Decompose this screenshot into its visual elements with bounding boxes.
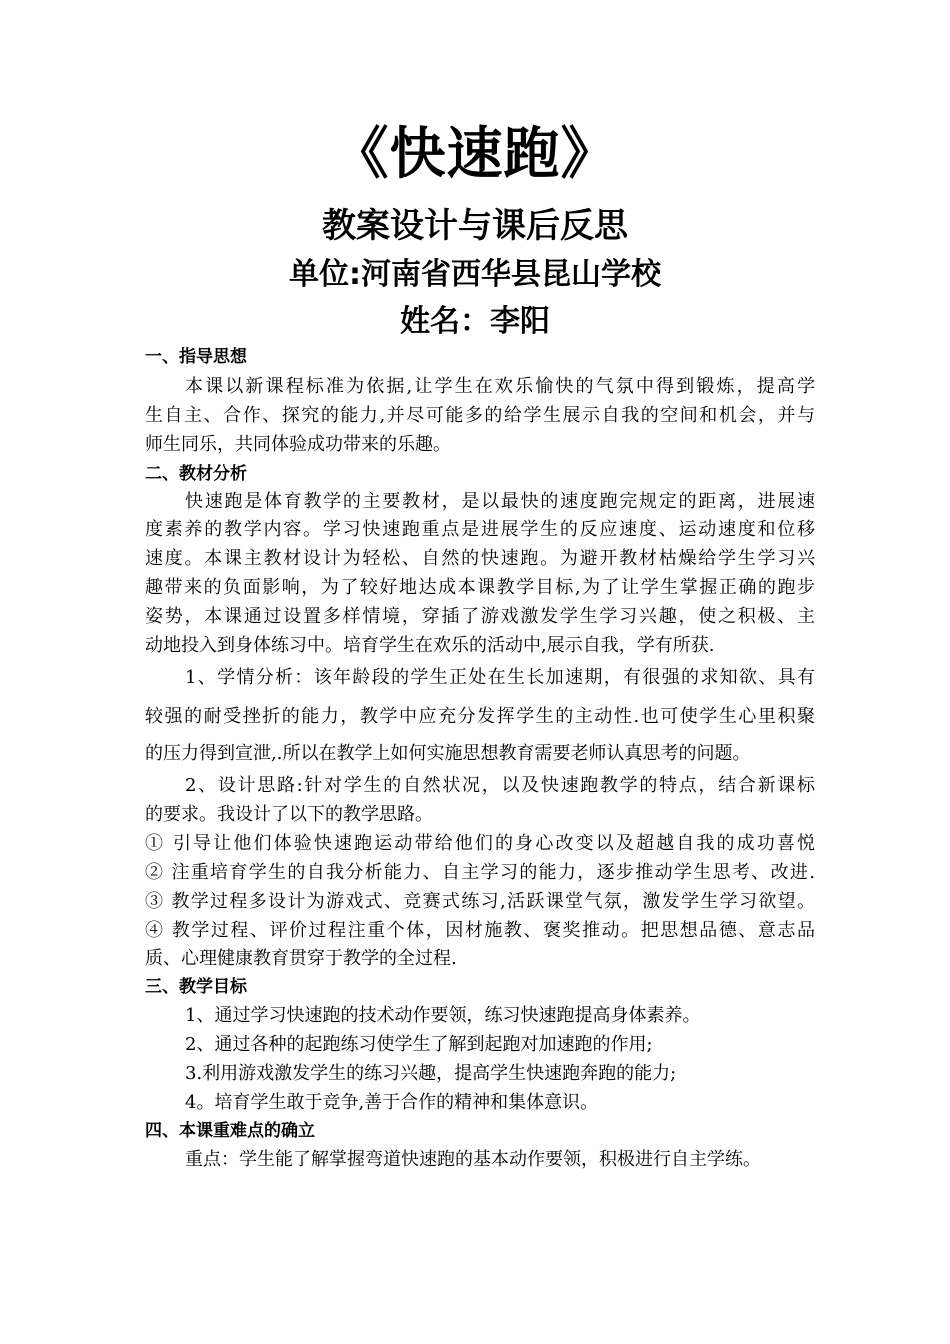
author-unit: 单位:河南省西华县昆山学校 [289, 257, 661, 292]
paragraph-line: 速度。本课主教材设计为轻松、自然的快速跑。为避开教材枯燥给学生学习兴 [145, 548, 815, 569]
list-item: 2、通过各种的起跑练习使学生了解到起跑对加速跑的作用; [185, 1034, 653, 1055]
list-item: ② 注重培育学生的自我分析能力、自主学习的能力，逐步推动学生思考、改进. [145, 862, 815, 883]
document-subtitle: 教案设计与课后反思 [322, 206, 628, 246]
paragraph-line: 重点：学生能了解掌握弯道快速跑的基本动作要领，积极进行自主学练。 [185, 1149, 761, 1170]
paragraph-line: 动地投入到身体练习中。培育学生在欢乐的活动中,展示自我，学有所获. [145, 635, 715, 656]
paragraph-line: 姿势，本课通过设置多样情境，穿插了游戏激发学生学习兴趣，使之积极、主 [145, 606, 815, 627]
list-item: 质、心理健康教育贯穿于教学的全过程. [145, 948, 457, 969]
document-title: 《快速跑》 [332, 122, 618, 187]
section-heading: 四、本课重难点的确立 [145, 1121, 315, 1141]
paragraph-line: 2、设计思路:针对学生的自然状况，以及快速跑教学的特点，结合新课标 [185, 775, 815, 796]
paragraph-line: 快速跑是体育教学的主要教材，是以最快的速度跑完规定的距离，进展速 [185, 491, 815, 512]
section-heading: 二、教材分析 [145, 464, 247, 484]
paragraph-line: 的压力得到宣泄,.所以在教学上如何实施思想教育需要老师认真思考的问题。 [145, 743, 751, 764]
paragraph-line: 生自主、合作、探究的能力,并尽可能多的给学生展示自我的空间和机会，并与 [145, 405, 815, 426]
list-item: 4。培育学生敢于竞争,善于合作的精神和集体意识。 [185, 1092, 599, 1113]
list-item: 1、通过学习快速跑的技术动作要领，练习快速跑提高身体素养。 [185, 1005, 701, 1026]
section-heading: 三、教学目标 [145, 977, 247, 997]
paragraph-line: 师生同乐，共同体验成功带来的乐趣。 [145, 434, 451, 455]
paragraph-line: 度素养的教学内容。学习快速跑重点是进展学生的反应速度、运动速度和位移 [145, 519, 815, 540]
list-item: ① 引导让他们体验快速跑运动带给他们的身心改变以及超越自我的成功喜悦 [145, 833, 815, 854]
paragraph-line: 趣带来的负面影响，为了较好地达成本课教学目标,为了让学生掌握正确的跑步 [145, 577, 815, 598]
list-item: ③ 教学过程多设计为游戏式、竞赛式练习,活跃课堂气氛，激发学生学习欲望。 [145, 891, 815, 912]
paragraph-line: 本课以新课程标准为依据,让学生在欢乐愉快的气氛中得到锻炼，提高学 [185, 376, 815, 397]
list-item: ④ 教学过程、评价过程注重个体，因材施教、褒奖推动。把思想品德、意志品 [145, 920, 815, 941]
paragraph-line: 的要求。我设计了以下的教学思路。 [145, 804, 433, 825]
list-item: 3.利用游戏激发学生的练习兴趣，提高学生快速跑奔跑的能力; [185, 1063, 677, 1084]
paragraph-line: 较强的耐受挫折的能力，教学中应充分发挥学生的主动性.也可使学生心里积聚 [145, 706, 815, 727]
author-name: 姓名：李阳 [400, 304, 550, 339]
section-heading: 一、指导思想 [145, 347, 247, 367]
paragraph-line: 1、学情分析：该年龄段的学生正处在生长加速期，有很强的求知欲、具有 [185, 667, 815, 688]
